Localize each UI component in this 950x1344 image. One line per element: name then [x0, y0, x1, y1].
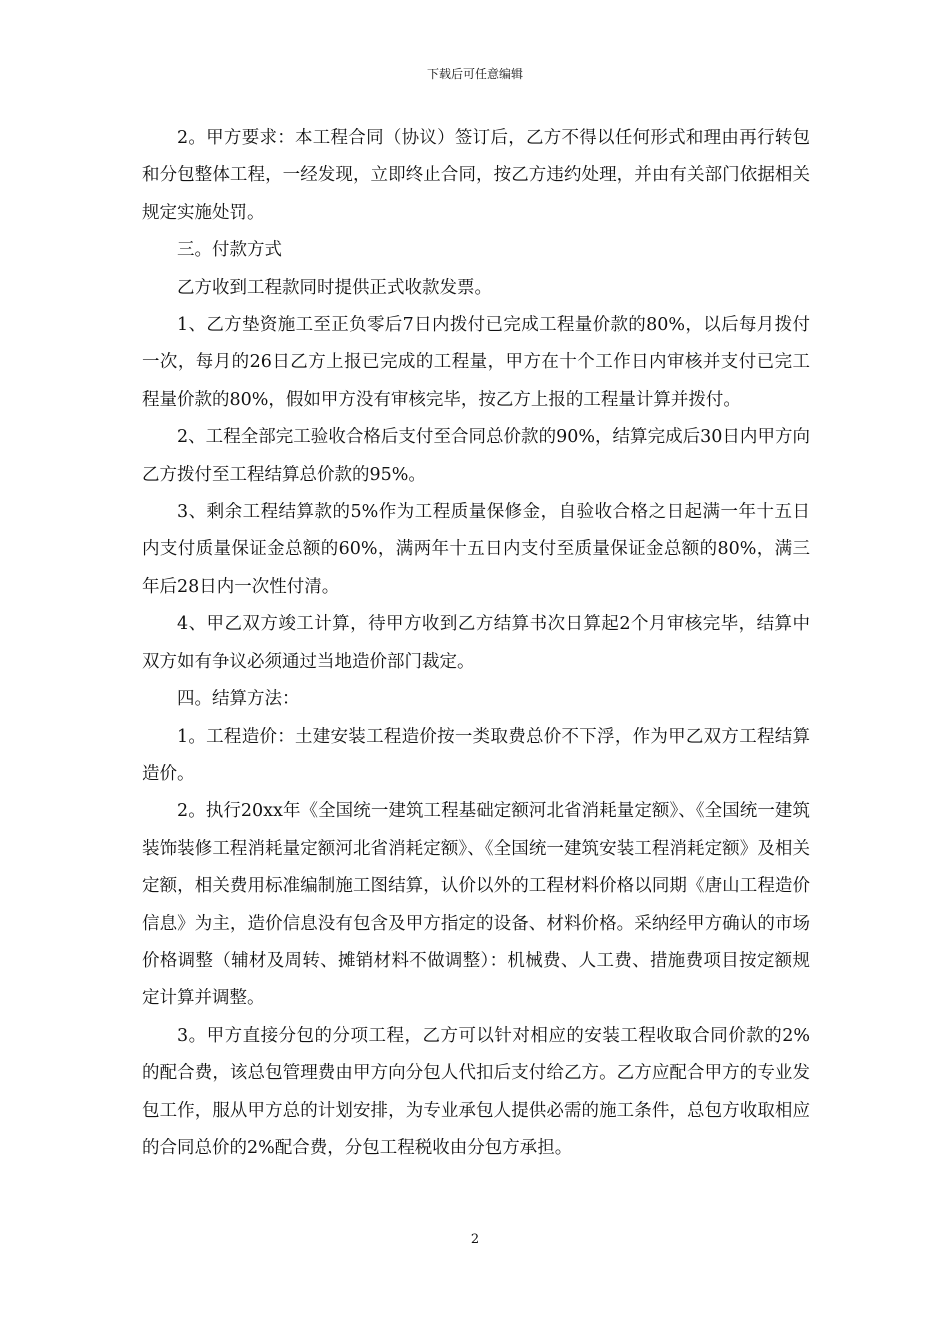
section-heading-settlement-method: 四。结算方法：: [177, 689, 300, 710]
paragraph-settlement-1: 1。工程造价：土建安装工程造价按一类取费总价不下浮，作为甲乙双方工程结算造价。: [142, 726, 810, 784]
paragraph-payment-1: 1、乙方垫资施工至正负零后7日内拨付已完成工程量价款的80%，以后每月拨付一次，每月的26日乙方上报已完成的工程量，甲方在十个工作日内审核并支付已完工程量价款的80%，假如甲方没有审核完毕，按乙方上报的工程量计算并拨付。: [142, 315, 810, 410]
paragraph-payment-2: 2、工程全部完工验收合格后支付至合同总价款的90%，结算完成后30日内甲方向乙方拨付至工程结算总价款的95%。: [142, 427, 810, 485]
section-heading-payment-method: 三。付款方式: [177, 240, 282, 261]
document-body: [142, 120, 810, 1167]
page-header: 下载后可任意编辑: [426, 67, 523, 81]
paragraph-payment-4: 4、甲乙双方竣工计算，待甲方收到乙方结算书次日算起2个月审核完毕，结算中双方如有争议必须通过当地造价部门裁定。: [142, 614, 810, 672]
paragraph-settlement-2: 2。执行20xx年《全国统一建筑工程基础定额河北省消耗量定额》、《全国统一建筑装饰装修工程消耗量定额河北省消耗定额》、《全国统一建筑安装工程消耗定额》及相关定额，相关费用标准编制施工图结算，认价以外的工程材料价格以同期《唐山工程造价信息》为主，造价信息没有包含及甲方指定的设备、材料价格。采纳经甲方确认的市场价格调整（辅材及周转、摊销材料不做调整）：机械费、人工费、措施费项目按定额规定计算并调整。: [142, 801, 810, 1009]
paragraph-invoice: 乙方收到工程款同时提供正式收款发票。: [177, 277, 492, 298]
paragraph-subcontract-prohibition: 2。甲方要求：本工程合同（协议）签订后，乙方不得以任何形式和理由再行转包和分包整体工程，一经发现，立即终止合同，按乙方违约处理，并由有关部门依据相关规定实施处罚。: [142, 128, 810, 223]
paragraph-settlement-3: 3。甲方直接分包的分项工程，乙方可以针对相应的安装工程收取合同价款的2%的配合费，该总包管理费由甲方向分包人代扣后支付给乙方。乙方应配合甲方的专业发包工作，服从甲方总的计划安排，为专业承包人提供必需的施工条件，总包方收取相应的合同总价的2%配合费，分包工程税收由分包方承担。: [142, 1025, 810, 1158]
paragraph-payment-3: 3、剩余工程结算款的5%作为工程质量保修金，自验收合格之日起满一年十五日内支付质量保证金总额的60%，满两年十五日内支付至质量保证金总额的80%，满三年后28日内一次性付清。: [142, 502, 810, 597]
page-number: 2: [470, 1232, 480, 1247]
